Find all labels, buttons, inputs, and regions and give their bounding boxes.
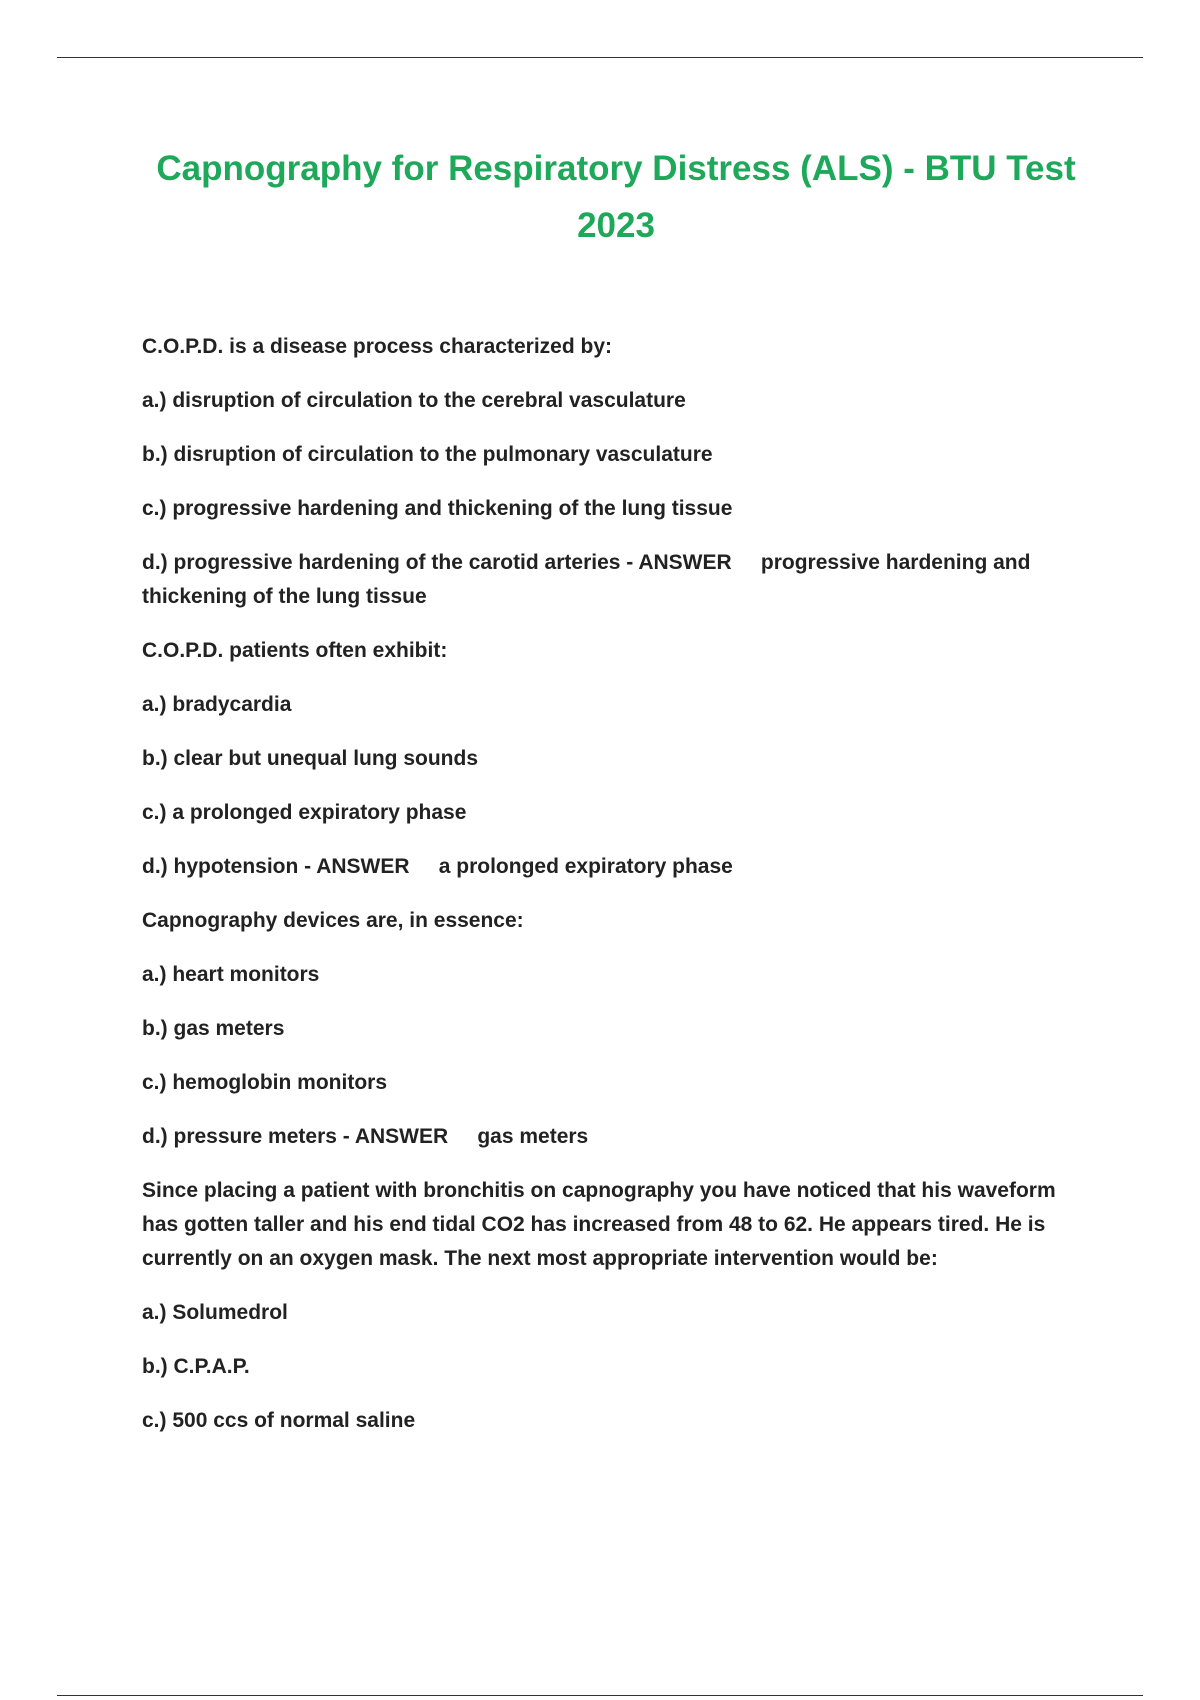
question-stem: Capnography devices are, in essence: — [142, 909, 524, 932]
answer-option: b.) clear but unequal lung sounds — [142, 747, 479, 770]
question-stem: Since placing a patient with bronchitis on capnography you have noticed that his waveform has gotten taller and his end tidal CO2 has increased from 48 to 62. He appears tired. He is currently on an oxygen mask. The next most appropriate intervention would be: — [142, 1179, 1056, 1270]
answer-option: c.) progressive hardening and thickening of the lung tissue — [142, 497, 733, 520]
top-rule — [57, 57, 1143, 58]
document-body — [142, 330, 1082, 1458]
answer-option: a.) heart monitors — [142, 963, 320, 986]
answer-option-with-answer — [142, 850, 1082, 884]
bottom-rule — [57, 1695, 1143, 1696]
answer-option-with-answer — [142, 1120, 1082, 1154]
answer-option: c.) hemoglobin monitors — [142, 1071, 387, 1094]
answer-label: - ANSWER — [626, 551, 732, 574]
answer-option-with-answer — [142, 546, 1082, 614]
answer-option-text: d.) hypotension — [142, 855, 299, 878]
correct-answer: progressive hardening and thickening of the lung tissue — [142, 551, 1031, 608]
answer-label: - ANSWER — [342, 1125, 449, 1148]
answer-option: a.) Solumedrol — [142, 1301, 288, 1324]
question-stem: C.O.P.D. patients often exhibit: — [142, 639, 448, 662]
answer-option: c.) a prolonged expiratory phase — [142, 801, 467, 824]
answer-option: c.) 500 ccs of normal saline — [142, 1409, 416, 1432]
correct-answer: a prolonged expiratory phase — [438, 855, 733, 878]
answer-option-text: d.) pressure meters — [142, 1125, 337, 1148]
answer-option: b.) gas meters — [142, 1017, 285, 1040]
correct-answer: gas meters — [477, 1125, 589, 1148]
question-stem: C.O.P.D. is a disease process characterized by: — [142, 335, 613, 358]
answer-option: b.) C.P.A.P. — [142, 1355, 250, 1378]
answer-option: a.) bradycardia — [142, 693, 292, 716]
answer-option-text: d.) progressive hardening of the carotid arteries — [142, 551, 621, 574]
answer-label: - ANSWER — [304, 855, 410, 878]
document-title: Capnography for Respiratory Distress (ALS) - BTU Test 2023 — [156, 149, 1076, 245]
answer-option: a.) disruption of circulation to the cerebral vasculature — [142, 389, 686, 412]
answer-option: b.) disruption of circulation to the pulmonary vasculature — [142, 443, 713, 466]
